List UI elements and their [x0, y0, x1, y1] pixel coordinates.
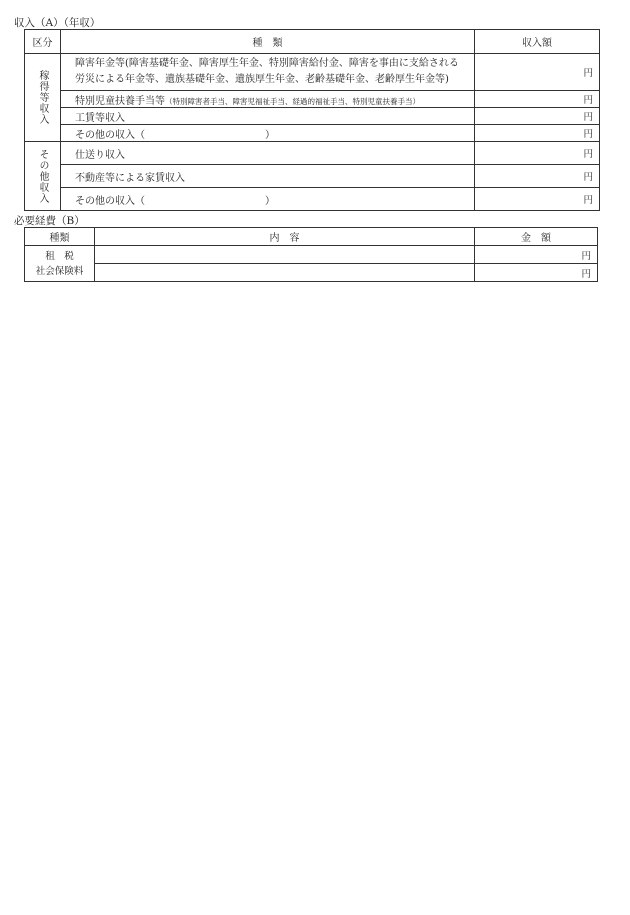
category-header: 区分: [25, 30, 61, 54]
allowance-amount-field[interactable]: 円: [475, 91, 600, 108]
income-table: [24, 29, 600, 211]
other-income-amount-field[interactable]: 円: [475, 188, 600, 211]
table-row: [25, 188, 600, 211]
tax-label: 租 税: [45, 250, 74, 262]
allowance-note: （特別障害者手当、障害児福祉手当、経過的福祉手当、特別児童扶養手当）: [165, 96, 420, 106]
expense-content-field-2[interactable]: [95, 264, 475, 282]
pension-line-1: 障害年金等(障害基礎年金、障害厚生年金、特別障害給付金、障害を事由に支給される: [75, 58, 459, 69]
expense-amount-header: 金 額: [475, 228, 598, 246]
other-income-item-label: その他の収入（ ）: [61, 188, 475, 211]
rent-amount-field[interactable]: 円: [475, 165, 600, 188]
other-income-label: その他収入: [37, 148, 48, 204]
income-header-row: [25, 30, 600, 54]
pension-cell: [61, 54, 475, 91]
table-row: [25, 125, 600, 142]
expense-content-field-1[interactable]: [95, 246, 475, 264]
pension-line-2: 労災による年金等、遺族基礎年金、遺族厚生年金、老齢基礎年金、老齢厚生年金等): [75, 74, 449, 85]
remittance-income-label: 仕送り収入: [61, 142, 475, 165]
table-row: [25, 54, 600, 91]
table-row: [25, 264, 598, 282]
other-income-category: [25, 142, 61, 211]
social-insurance-label: 社会保険料: [35, 265, 84, 277]
type-header: 種 類: [61, 30, 475, 54]
expense-amount-field-1[interactable]: 円: [475, 246, 598, 264]
table-row: [25, 108, 600, 125]
table-row: [25, 142, 600, 165]
other-earned-amount-field[interactable]: 円: [475, 125, 600, 142]
table-row: [25, 165, 600, 188]
expense-header-row: [25, 228, 598, 246]
table-row: [25, 246, 598, 264]
tax-insurance-category: [25, 246, 95, 282]
earned-income-label: 稼得等収入: [37, 70, 48, 125]
expense-section-title: 必要経費（B）: [14, 215, 85, 227]
income-section-title: 収入（A）（年収）: [14, 17, 101, 29]
rent-income-label: 不動産等による家賃収入: [61, 165, 475, 188]
expense-amount-field-2[interactable]: 円: [475, 264, 598, 282]
remittance-amount-field[interactable]: 円: [475, 142, 600, 165]
wage-income-label: 工賃等収入: [61, 108, 475, 125]
pension-amount-field[interactable]: 円: [475, 54, 600, 91]
expense-table: [24, 227, 598, 282]
allowance-label: 特別児童扶養手当等: [75, 95, 165, 107]
earned-income-category: [25, 54, 61, 142]
other-earned-income-label: その他の収入（ ）: [61, 125, 475, 142]
wage-amount-field[interactable]: 円: [475, 108, 600, 125]
allowance-cell: [61, 91, 475, 108]
table-row: [25, 91, 600, 108]
amount-header: 収入額: [475, 30, 600, 54]
expense-type-header: 種類: [25, 228, 95, 246]
expense-content-header: 内 容: [95, 228, 475, 246]
